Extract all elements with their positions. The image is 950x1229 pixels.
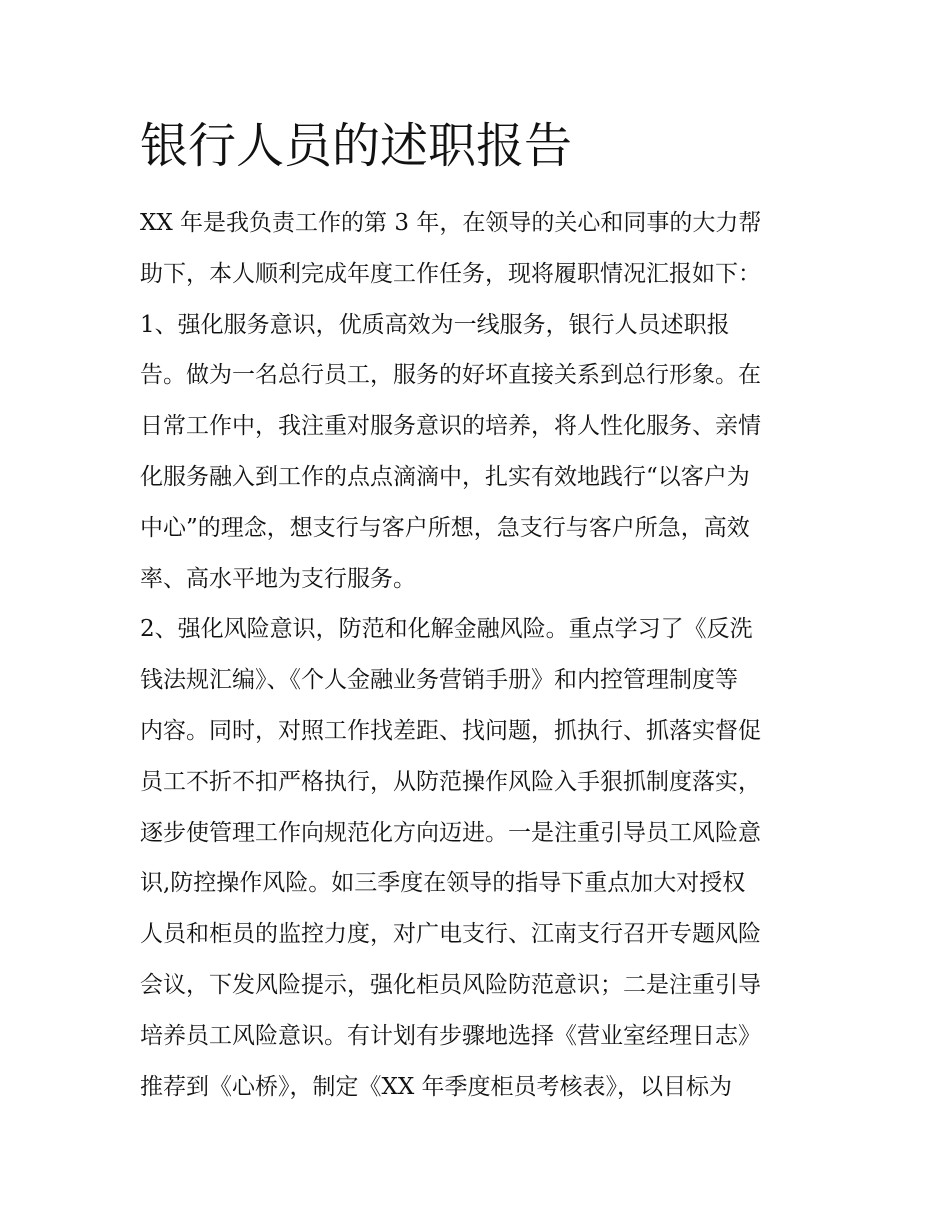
document-title: 银行人员的述职报告	[140, 118, 573, 174]
body-line: 员工不折不扣严格执行，从防范操作风险入手狠抓制度落实，	[140, 768, 761, 795]
body-line: 钱法规汇编》、《个人金融业务营销手册》和内控管理制度等	[140, 667, 738, 694]
body-line: 告。做为一名总行员工，服务的好坏直接关系到总行形象。在	[140, 362, 761, 389]
body-line: 2、强化风险意识，防范和化解金融风险。重点学习了《反洗	[140, 616, 753, 643]
body-line: 会议，下发风险提示，强化柜员风险防范意识；二是注重引导	[140, 971, 761, 998]
body-line: 识,防控操作风险。如三季度在领导的指导下重点加大对授权	[140, 870, 746, 897]
body-line: 内容。同时，对照工作找差距、找问题，抓执行、抓落实督促	[140, 717, 761, 744]
body-line: 培养员工风险意识。有计划有步骤地选择《营业室经理日志》	[140, 1022, 761, 1049]
body-line: 化服务融入到工作的点点滴滴中，扎实有效地践行“以客户为	[140, 463, 750, 490]
body-line: 日常工作中，我注重对服务意识的培养，将人性化服务、亲情	[140, 413, 761, 440]
body-line: 逐步使管理工作向规范化方向迈进。一是注重引导员工风险意	[140, 819, 761, 846]
body-line: 1、强化服务意识，优质高效为一线服务，银行人员述职报	[140, 311, 730, 338]
body-line: 中心”的理念，想支行与客户所想，急支行与客户所急，高效	[140, 514, 750, 541]
body-line: 助下，本人顺利完成年度工作任务，现将履职情况汇报如下：	[140, 260, 761, 287]
body-line: XX 年是我负责工作的第 3 年，在领导的关心和同事的大力帮	[140, 210, 762, 236]
body-line: 推荐到《心桥》，制定《XX 年季度柜员考核表》，以目标为	[140, 1073, 733, 1100]
body-line: 人员和柜员的监控力度，对广电支行、江南支行召开专题风险	[140, 921, 761, 948]
body-line: 率、高水平地为支行服务。	[140, 565, 416, 592]
document-body	[140, 198, 820, 1112]
